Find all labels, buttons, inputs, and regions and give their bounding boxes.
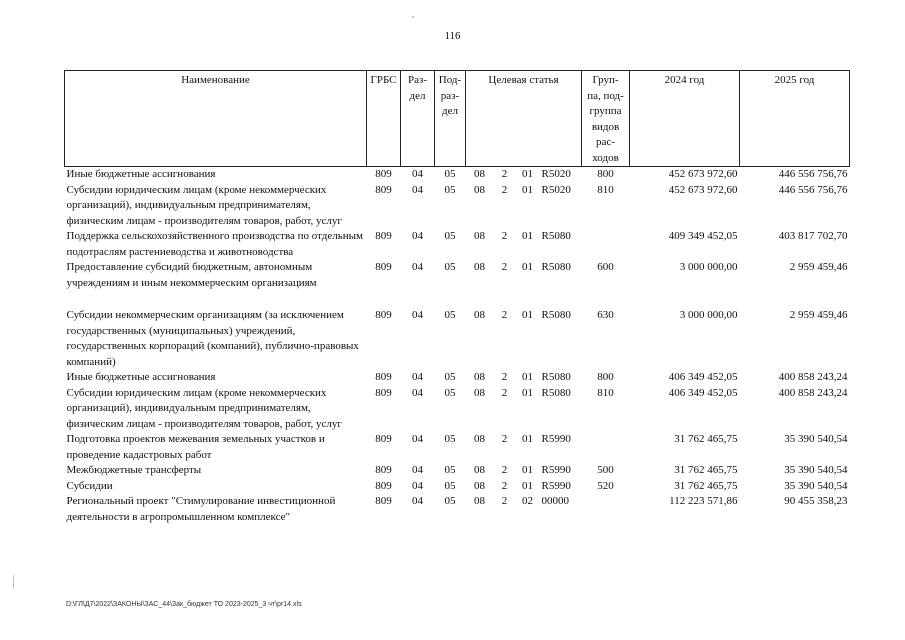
header-podrazdel: Под- раз- дел [435,71,466,167]
cell-t4: R5020 [541,183,571,196]
cell-t1: 08 [474,386,485,399]
cell-group: 800 [597,168,614,180]
cell-razdel: 04 [412,464,423,476]
cell-grbs: 809 [375,261,392,273]
table-row [65,183,850,230]
cell-group [582,494,630,525]
cell-name: Поддержка сельскохозяйственного производства по отдельным подотраслям растениеводства и животноводства [66,230,364,258]
cell-y2025: 35 390 540,54 [784,479,848,492]
budget-table [64,70,850,525]
cell-y2025: 446 556 756,76 [778,168,848,180]
cell-y2025: 400 858 243,24 [778,386,848,399]
cell-t2: 2 [501,261,508,273]
cell-group [582,229,630,260]
cell-t2: 2 [501,386,508,399]
cell-grbs: 809 [375,183,392,196]
table-row [65,308,850,370]
cell-name: Межбюджетные трансферты [66,464,202,476]
cell-t1: 08 [474,433,485,445]
cell-grbs: 809 [375,479,392,492]
cell-podrazdel: 05 [444,495,456,507]
cell-t2: 2 [501,183,508,196]
cell-t1: 08 [474,230,485,242]
spacer-cell [65,291,850,308]
cell-podrazdel: 05 [444,433,456,445]
cell-name: Субсидии юридическим лицам (кроме некоммерческих организаций), индивидуальным предпринимателям, физическим лицам - производителям товаров, работ, услуг [66,386,342,430]
header-row [65,71,850,167]
cell-podrazdel: 05 [444,371,456,383]
cell-t4: R5080 [541,230,571,242]
cell-t1: 08 [474,479,485,492]
cell-t4: R5990 [541,433,571,445]
table-row [65,167,850,183]
cell-y2024: 3 000 000,00 [679,261,738,273]
cell-y2024: 406 349 452,05 [668,386,738,399]
cell-y2025: 35 390 540,54 [784,464,848,476]
cell-t1: 08 [474,495,485,507]
cell-y2024: 31 762 465,75 [674,433,738,445]
cell-podrazdel: 05 [444,183,456,196]
cell-group: 800 [597,371,614,383]
cell-t4: R5990 [541,464,571,476]
cell-t3: 02 [522,495,533,507]
cell-y2025: 2 959 459,46 [789,309,848,321]
table-row [65,479,850,495]
cell-t3: 01 [522,433,533,445]
cell-t3: 01 [522,464,533,476]
cell-razdel: 04 [412,168,423,180]
file-path-footer: D:\ГЛ\Д7\2022\ЗАКОНЫ\ЗАС_44\Зак_бюджет ТО 2023-2025_3 чт\pr14.xls [66,601,302,608]
cell-t3: 01 [522,168,533,180]
cell-t2: 2 [501,371,508,383]
cell-y2025: 446 556 756,76 [778,183,848,196]
cell-name: Предоставление субсидий бюджетным, автономным учреждениям и иным некоммерческим организациям [66,261,317,289]
cell-grbs: 809 [375,433,392,445]
cell-t3: 01 [522,261,533,273]
cell-t4: R5080 [541,261,571,273]
cell-name: Подготовка проектов межевания земельных участков и проведение кадастровых работ [66,433,325,461]
cell-podrazdel: 05 [444,479,456,492]
header-2024: 2024 год [630,71,740,167]
cell-razdel: 04 [412,309,423,321]
cell-t3: 01 [522,183,533,196]
cell-razdel: 04 [412,433,423,445]
cell-group: 500 [597,464,614,476]
cell-t2: 2 [501,464,508,476]
cell-t3: 01 [522,371,533,383]
scan-speck [412,16,414,18]
cell-y2025: 2 959 459,46 [789,261,848,273]
cell-y2024: 409 349 452,05 [668,230,738,242]
cell-podrazdel: 05 [444,261,456,273]
cell-t3: 01 [522,386,533,399]
cell-t1: 08 [474,183,485,196]
cell-y2024: 452 673 972,60 [668,168,738,180]
cell-podrazdel: 05 [444,464,456,476]
table-row [65,463,850,479]
cell-name: Иные бюджетные ассигнования [66,371,216,383]
cell-y2024: 452 673 972,60 [668,183,738,196]
cell-razdel: 04 [412,261,423,273]
cell-y2025: 90 455 358,23 [784,495,848,507]
cell-name: Субсидии некоммерческим организациям (за исключением государственных (муниципальных) учреждений, государственных корпораций (компаний), публично-правовых компаний) [66,309,359,368]
cell-razdel: 04 [412,183,423,196]
cell-t4: R5080 [541,309,571,321]
cell-t1: 08 [474,371,485,383]
cell-y2025: 35 390 540,54 [784,433,848,445]
cell-podrazdel: 05 [444,168,456,180]
table-row [65,494,850,525]
cell-podrazdel: 05 [444,309,456,321]
cell-grbs: 809 [375,309,392,321]
table-row [65,260,850,291]
cell-group [582,432,630,463]
cell-t1: 08 [474,168,485,180]
cell-group: 810 [597,386,614,399]
cell-group: 810 [597,183,614,196]
cell-t1: 08 [474,261,485,273]
cell-t1: 08 [474,464,485,476]
table-row [65,386,850,433]
cell-razdel: 04 [412,495,423,507]
cell-grbs: 809 [375,495,392,507]
cell-t1: 08 [474,309,485,321]
table-body [65,167,850,526]
page-number: 116 [444,30,461,42]
cell-group: 520 [597,479,614,492]
cell-t4: R5080 [541,371,571,383]
cell-name: Субсидии [66,479,113,492]
cell-t4: 00000 [541,495,569,507]
cell-name: Иные бюджетные ассигнования [66,168,216,180]
cell-t4: R5990 [541,479,571,492]
header-expense-group: Груп- па, под- группа видов рас- ходов [582,71,630,167]
cell-y2024: 406 349 452,05 [668,371,738,383]
cell-t2: 2 [501,433,508,445]
cell-group: 630 [597,309,614,321]
cell-grbs: 809 [375,230,392,242]
header-grbs: ГРБС [367,71,401,167]
cell-y2024: 31 762 465,75 [674,464,738,476]
cell-name: Региональный проект "Стимулирование инвестиционной деятельности в агропромышленном комплексе" [66,495,336,523]
cell-podrazdel: 05 [444,230,456,242]
cell-group: 600 [597,261,614,273]
cell-razdel: 04 [412,371,423,383]
cell-t2: 2 [501,309,508,321]
cell-y2025: 400 858 243,24 [778,371,848,383]
table-row [65,229,850,260]
header-target-article: Целевая статья [466,71,582,167]
cell-razdel: 04 [412,479,423,492]
spacer-row [65,291,850,308]
cell-y2024: 3 000 000,00 [679,309,738,321]
cell-t2: 2 [501,168,508,180]
cell-grbs: 809 [375,168,392,180]
cell-razdel: 04 [412,230,423,242]
header-2025: 2025 год [740,71,850,167]
header-razdel: Раз- дел [401,71,435,167]
cell-y2024: 31 762 465,75 [674,479,738,492]
header-name: Наименование [65,71,367,167]
table-row [65,432,850,463]
table-row [65,370,850,386]
cell-t2: 2 [501,495,508,507]
scan-mark [13,575,14,589]
cell-y2024: 112 223 571,86 [669,495,738,507]
cell-t2: 2 [501,230,508,242]
cell-y2025: 403 817 702,70 [778,230,848,242]
cell-t4: R5080 [541,386,571,399]
cell-grbs: 809 [375,386,392,399]
cell-name: Субсидии юридическим лицам (кроме некоммерческих организаций), индивидуальным предпринимателям, физическим лицам - производителям товаров, работ, услуг [66,183,342,227]
cell-grbs: 809 [375,464,392,476]
cell-razdel: 04 [412,386,423,399]
cell-t3: 01 [522,309,533,321]
cell-grbs: 809 [375,371,392,383]
cell-podrazdel: 05 [444,386,456,399]
cell-t4: R5020 [541,168,571,180]
cell-t3: 01 [522,230,533,242]
cell-t3: 01 [522,479,533,492]
cell-t2: 2 [501,479,508,492]
